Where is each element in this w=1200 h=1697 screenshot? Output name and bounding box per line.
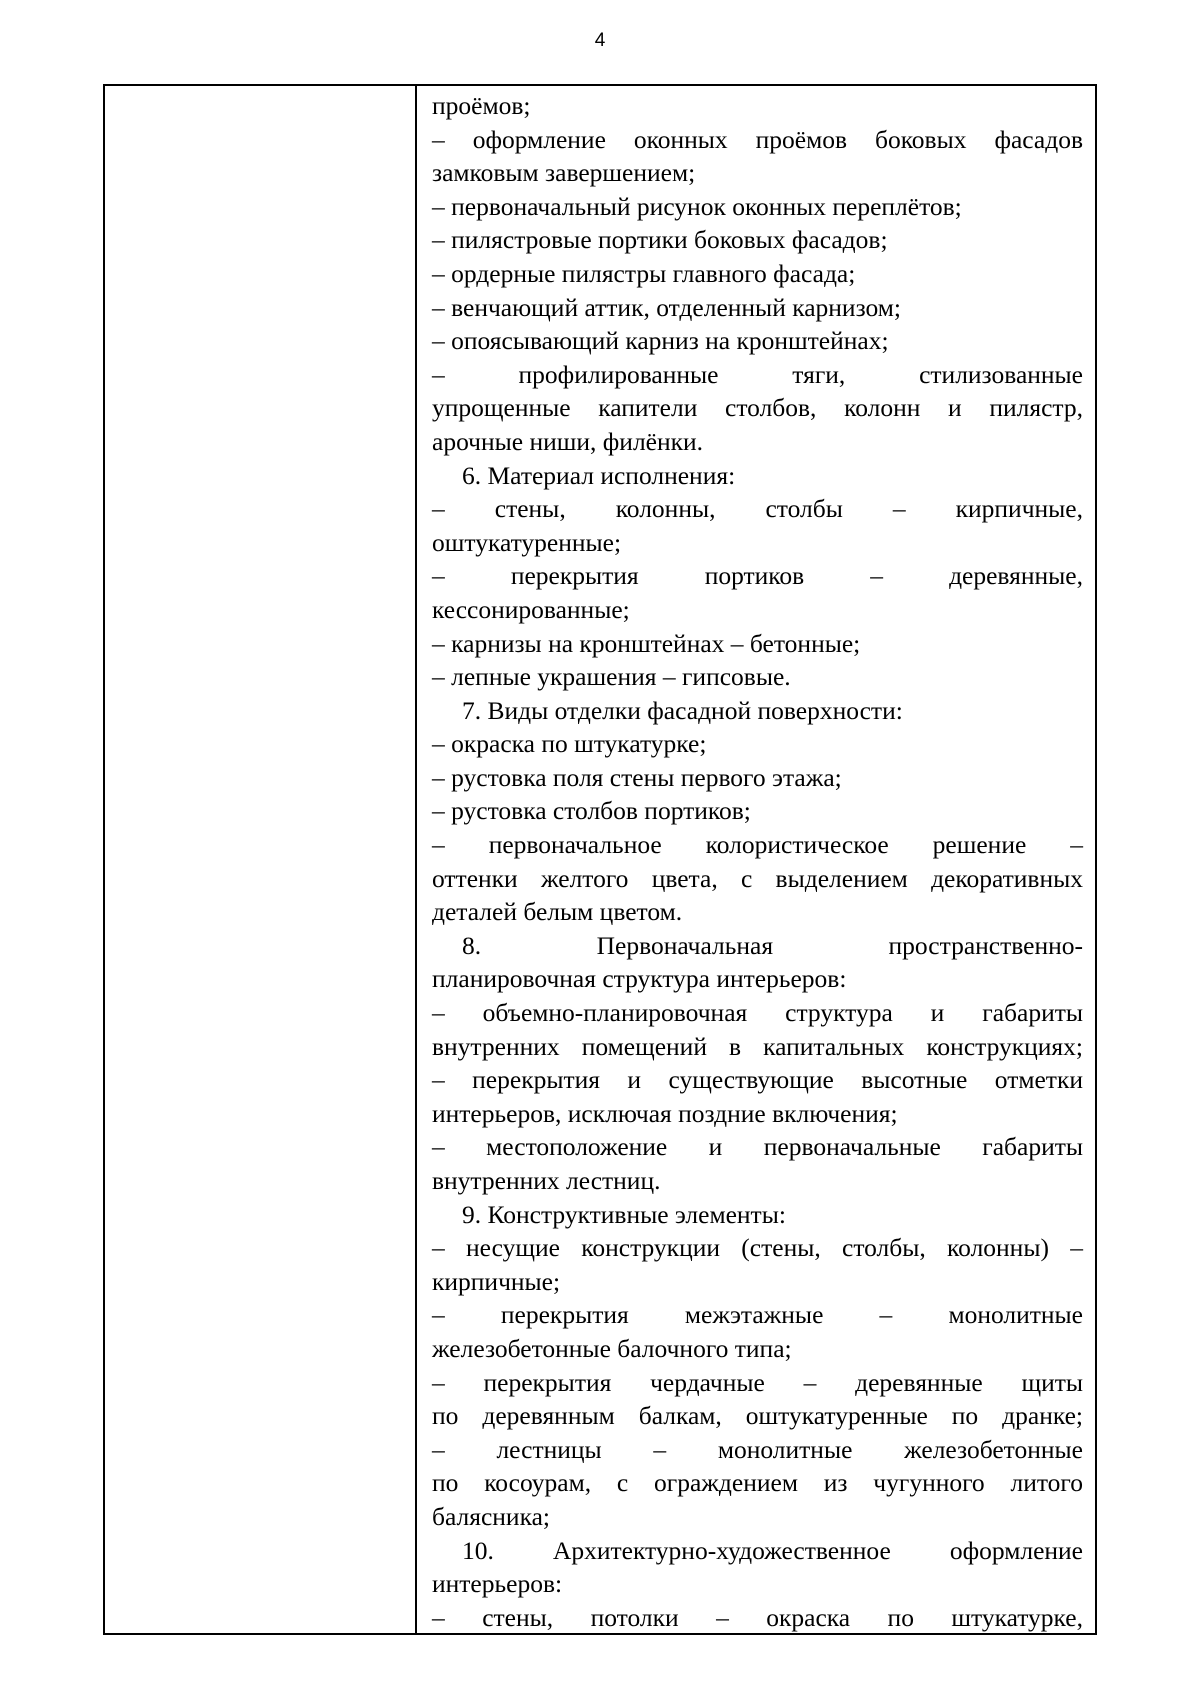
text-line: – объемно-планировочная структура и габариты [432,998,1083,1028]
text-line: – оформление оконных проёмов боковых фасадов [432,124,1083,154]
text-line: – несущие конструкции (стены, столбы, колонны) – [432,1233,1083,1263]
text-line: – перекрытия портиков – деревянные, [432,561,1083,591]
text-line: кессонированные; [432,594,630,624]
text-line: железобетонные балочного типа; [432,1333,792,1363]
text-line: арочные ниши, филёнки. [432,426,704,456]
text-line: – стены, потолки – окраска по штукатурке, [432,1602,1083,1632]
text-line: внутренних лестниц. [432,1166,661,1195]
table-left-column-empty [105,86,417,1633]
text-line: – перекрытия и существующие высотные отметки [432,1065,1083,1095]
text-line: планировочная структура интерьеров: [432,964,847,994]
text-line: – профилированные тяги, стилизованные [432,359,1083,389]
text-line: – первоначальный рисунок оконных переплётов; [432,191,962,221]
text-line: балясника; [432,1501,550,1531]
text-line: проёмов; [432,91,531,120]
text-line: 9. Конструктивные элементы: [462,1199,786,1229]
text-line: внутренних помещений в капитальных конструкциях; [432,1031,1083,1061]
text-line: замковым завершением; [432,158,696,188]
text-line: – перекрытия чердачные – деревянные щиты [432,1367,1083,1397]
text-line: 8. Первоначальная пространственно- [462,930,1083,960]
text-line: – опоясывающий карниз на кронштейнах; [432,326,889,356]
text-line: – перекрытия межэтажные – монолитные [432,1300,1083,1330]
text-line: – карнизы на кронштейнах – бетонные; [432,628,861,658]
text-line: – рустовка поля стены первого этажа; [432,762,842,792]
table-right-column-text [419,86,1095,1633]
text-line: – первоначальное колористическое решение – [432,830,1083,860]
text-line: кирпичные; [432,1266,561,1296]
text-line: – лепные украшения – гипсовые. [432,662,791,692]
text-line: – стены, колонны, столбы – кирпичные, [432,494,1083,524]
text-line: оттенки желтого цвета, с выделением декоративных [432,863,1083,893]
text-line: – местоположение и первоначальные габариты [432,1132,1083,1162]
text-line: – лестницы – монолитные железобетонные [432,1434,1083,1464]
text-line: – рустовка столбов портиков; [432,796,751,826]
text-line: – пилястровые портики боковых фасадов; [432,225,888,255]
text-line: – окраска по штукатурке; [432,729,707,759]
text-line: – ордерные пилястры главного фасада; [432,258,856,288]
text-line: интерьеров, исключая поздние включения; [432,1098,898,1128]
page-number: 4 [594,30,606,51]
text-line: по косоурам, с ограждением из чугунного литого [432,1468,1083,1498]
text-line: – венчающий аттик, отделенный карнизом; [432,292,901,322]
document-table [103,84,1097,1635]
text-line: оштукатуренные; [432,527,622,557]
text-line: по деревянным балкам, оштукатуренные по дранке; [432,1401,1083,1431]
text-line: 7. Виды отделки фасадной поверхности: [462,695,903,725]
text-line: 10. Архитектурно-художественное оформление [462,1535,1083,1565]
text-line: деталей белым цветом. [432,897,683,927]
text-line: упрощенные капители столбов, колонн и пилястр, [432,393,1083,423]
text-line: интерьеров: [432,1569,563,1599]
text-line: 6. Материал исполнения: [462,460,736,490]
